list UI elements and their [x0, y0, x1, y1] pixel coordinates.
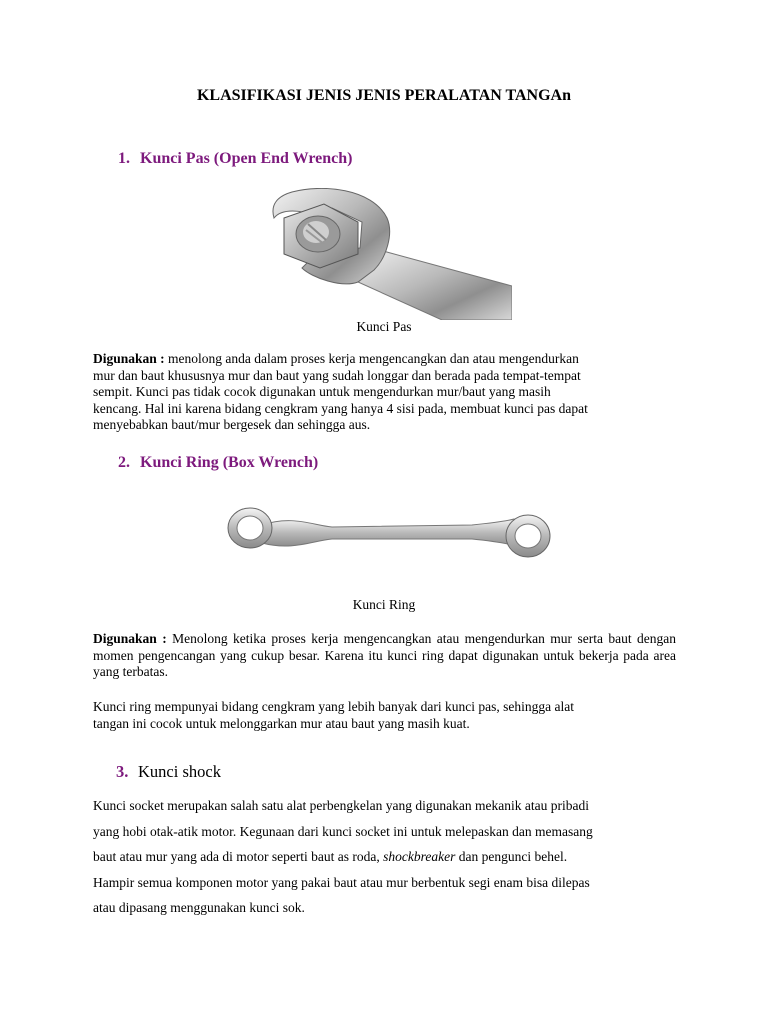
- section-2-paragraph-2: [93, 699, 676, 732]
- section-1-caption: Kunci Pas: [356, 319, 412, 334]
- section-3-paragraph: [93, 793, 676, 921]
- section-2-title: Kunci Ring (Box Wrench): [140, 454, 319, 471]
- section-1-line: mur dan baut khususnya mur dan baut yang sudah longgar dan berada pada tempat-tempat: [93, 367, 581, 383]
- section-1-heading: [118, 150, 353, 168]
- section-3-line: Hampir semua komponen motor yang pakai baut atau mur berbentuk segi enam bisa dilepas: [93, 874, 590, 890]
- section-2-label: Digunakan :: [93, 631, 167, 646]
- section-1-line: menyebabkan baut/mur bergesek dan sehingga aus.: [93, 417, 371, 432]
- section-1-number: 1.: [118, 150, 130, 167]
- section-2-caption: Kunci Ring: [352, 597, 416, 612]
- section-2-heading: [118, 454, 318, 472]
- section-2-text: Menolong ketika proses kerja mengencangkan atau mengendurkan mur serta baut dengan momen pengencangan yang cukup besar. Karena itu kunci ring dapat digunakan untuk bekerja pada area yang terbatas.: [93, 631, 676, 679]
- section-3-heading: [116, 762, 221, 782]
- section-3-title: Kunci shock: [138, 762, 221, 781]
- section-3-line: [93, 844, 676, 870]
- section-3-line-post: dan pengunci behel.: [455, 849, 568, 864]
- page-title: KLASIFIKASI JENIS JENIS PERALATAN TANGAn: [196, 87, 571, 104]
- section-2-paragraph: [93, 631, 676, 681]
- section-1-title: Kunci Pas (Open End Wrench): [140, 150, 353, 167]
- open-end-wrench-photo: [262, 188, 512, 320]
- section-3-line: atau dipasang menggunakan kunci sok.: [93, 900, 305, 915]
- section-2-line: tangan ini cocok untuk melonggarkan mur atau baut yang masih kuat.: [93, 715, 470, 731]
- section-1-line: sempit. Kunci pas tidak cocok digunakan untuk mengendurkan mur/baut yang masih: [93, 384, 551, 399]
- section-1-label: Digunakan :: [93, 351, 165, 366]
- section-1-line: menolong anda dalam proses kerja mengencangkan dan atau mengendurkan: [164, 351, 579, 366]
- section-1-paragraph: [93, 351, 676, 434]
- section-3-number: 3.: [116, 762, 129, 781]
- section-3-line-pre: baut atau mur yang ada di motor seperti baut as roda,: [93, 849, 384, 864]
- section-3-italic-term: shockbreaker: [383, 849, 456, 864]
- section-2-line: Kunci ring mempunyai bidang cengkram yang lebih banyak dari kunci pas, sehingga alat: [93, 699, 574, 714]
- section-3-line: yang hobi otak-atik motor. Kegunaan dari kunci socket ini untuk melepaskan dan memasang: [93, 823, 593, 839]
- section-2-number: 2.: [118, 454, 130, 471]
- section-1-line: kencang. Hal ini karena bidang cengkram yang hanya 4 sisi pada, membuat kunci pas dapat: [93, 400, 588, 416]
- box-wrench-photo: [222, 503, 552, 563]
- section-3-line: Kunci socket merupakan salah satu alat perbengkelan yang digunakan mekanik atau pribadi: [93, 798, 589, 813]
